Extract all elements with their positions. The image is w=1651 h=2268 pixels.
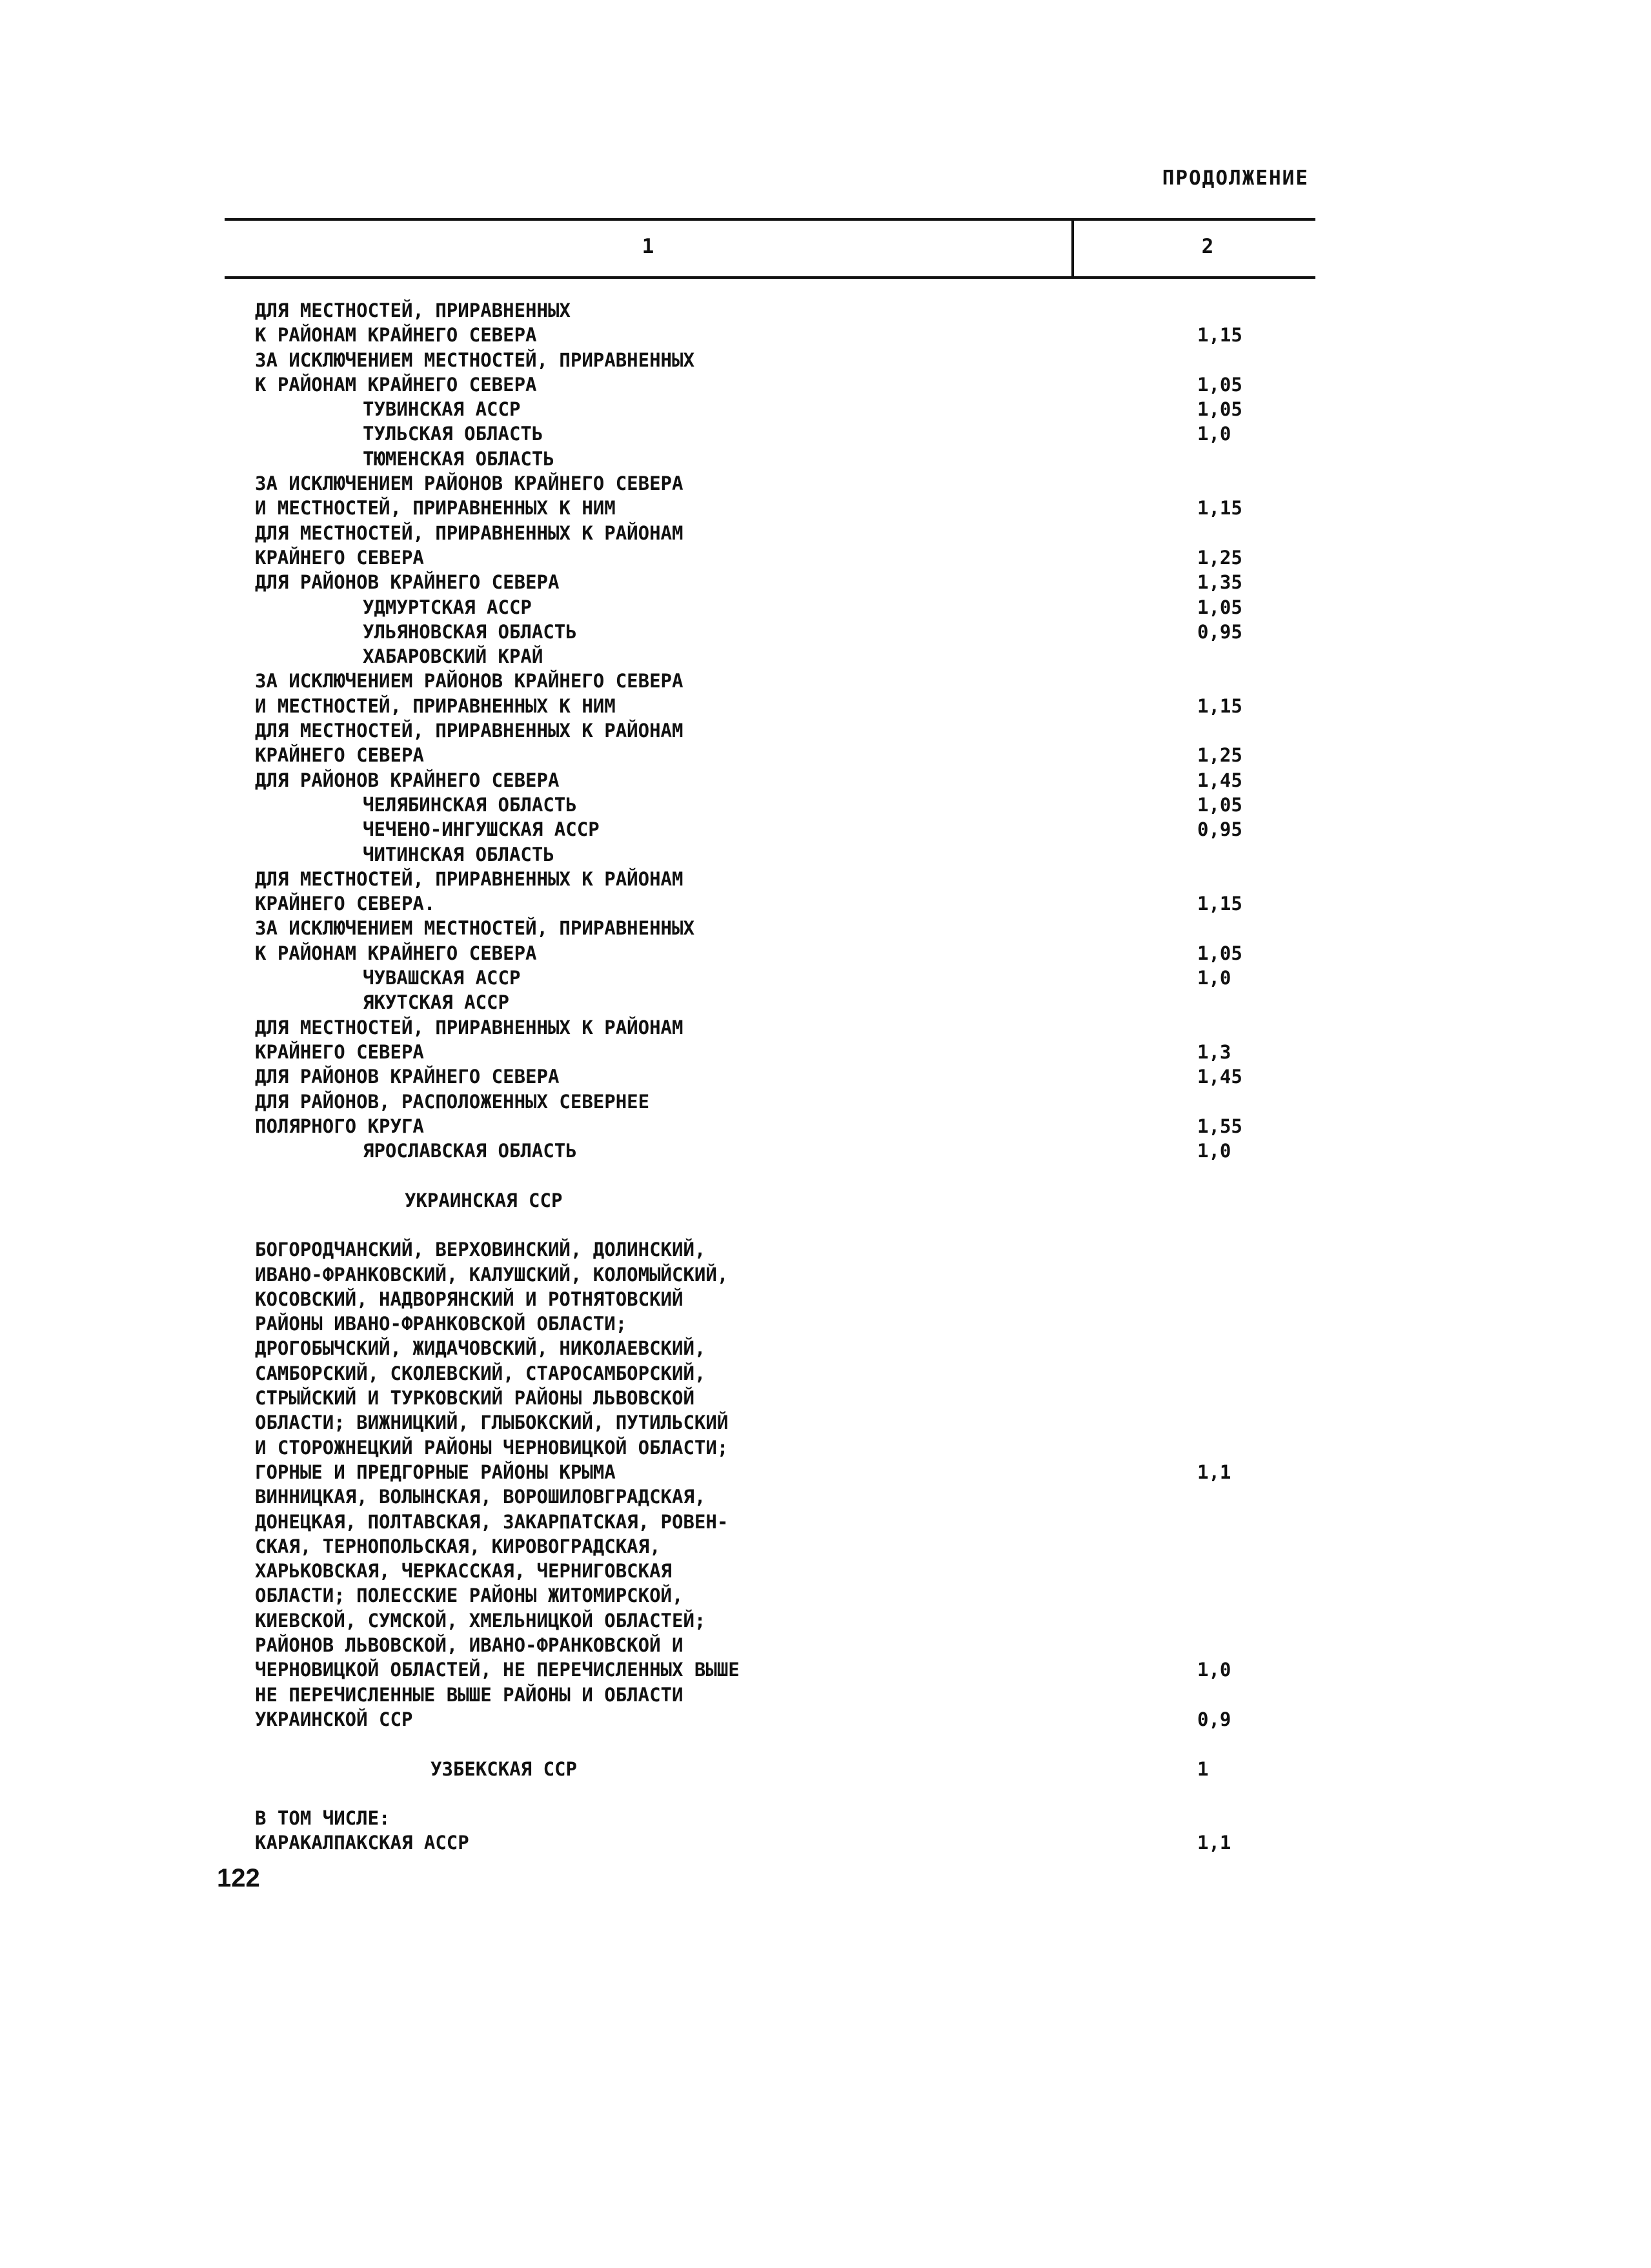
table-row xyxy=(255,1410,1313,1435)
row-spacer xyxy=(255,1213,1313,1237)
table-row xyxy=(255,372,1313,397)
table-row xyxy=(255,1806,1313,1830)
table-row xyxy=(255,842,1313,867)
table-row xyxy=(255,1114,1313,1139)
row-label: ХАРЬКОВСКАЯ, ЧЕРКАССКАЯ, ЧЕРНИГОВСКАЯ xyxy=(255,1560,673,1583)
row-label: НЕ ПЕРЕЧИСЛЕННЫЕ ВЫШЕ РАЙОНЫ И ОБЛАСТИ xyxy=(255,1683,684,1706)
row-value xyxy=(1197,1534,1313,1559)
row-label: ИВАНО-ФРАНКОВСКИЙ, КАЛУШСКИЙ, КОЛОМЫЙСКИЙ, xyxy=(255,1263,729,1286)
table-row xyxy=(255,496,1313,520)
row-label: ТУВИНСКАЯ АССР xyxy=(363,398,521,421)
row-label: КОСОВСКИЙ, НАДВОРЯНСКИЙ И РОТНЯТОВСКИЙ xyxy=(255,1288,684,1310)
row-label: ГОРНЫЕ И ПРЕДГОРНЫЕ РАЙОНЫ КРЫМА xyxy=(255,1461,616,1483)
row-value xyxy=(1197,1608,1313,1633)
table-row xyxy=(255,298,1313,323)
table-row xyxy=(255,421,1313,446)
column-header-2: 2 xyxy=(1201,235,1214,258)
row-value xyxy=(1197,447,1313,471)
row-value xyxy=(1197,916,1313,940)
row-value: 1,0 xyxy=(1197,967,1231,989)
row-value: 1,35 xyxy=(1197,571,1242,594)
row-value: 1,1 xyxy=(1197,1461,1231,1483)
table-row xyxy=(255,1237,1313,1262)
row-value xyxy=(1197,990,1313,1015)
row-value xyxy=(1197,298,1313,323)
row-value xyxy=(1197,1806,1313,1830)
row-value xyxy=(1197,1262,1313,1287)
table-header-rule xyxy=(225,276,1315,279)
table-row xyxy=(255,743,1313,767)
table-row xyxy=(255,793,1313,817)
row-label: ЯРОСЛАВСКАЯ ОБЛАСТЬ xyxy=(363,1140,577,1162)
table-row xyxy=(255,1633,1313,1657)
row-label: СКАЯ, ТЕРНОПОЛЬСКАЯ, КИРОВОГРАДСКАЯ, xyxy=(255,1535,661,1557)
row-value: 0,9 xyxy=(1197,1708,1231,1730)
row-label: И СТОРОЖНЕЦКИЙ РАЙОНЫ ЧЕРНОВИЦКОЙ ОБЛАСТИ; xyxy=(255,1436,729,1459)
row-label: ДЛЯ РАЙОНОВ, РАСПОЛОЖЕННЫХ СЕВЕРНЕЕ xyxy=(255,1090,650,1113)
row-value xyxy=(1197,1361,1313,1386)
table-row xyxy=(255,916,1313,940)
row-label: ДЛЯ МЕСТНОСТЕЙ, ПРИРАВНЕННЫХ К РАЙОНАМ xyxy=(255,867,684,890)
row-value xyxy=(1197,1311,1313,1336)
row-value xyxy=(1197,867,1313,891)
row-label: РАЙОНЫ ИВАНО-ФРАНКОВСКОЙ ОБЛАСТИ; xyxy=(255,1313,627,1335)
row-spacer xyxy=(255,1163,1313,1188)
row-label: К РАЙОНАМ КРАЙНЕГО СЕВЕРА xyxy=(255,942,537,964)
row-value: 1 xyxy=(1197,1757,1209,1780)
table-body xyxy=(255,298,1313,1856)
row-value xyxy=(1197,1559,1313,1583)
table-row xyxy=(255,447,1313,471)
row-value xyxy=(1197,1336,1313,1361)
row-value xyxy=(1197,1435,1313,1460)
table-row xyxy=(255,323,1313,347)
row-label: ДОНЕЦКАЯ, ПОЛТАВСКАЯ, ЗАКАРПАТСКАЯ, РОВЕН- xyxy=(255,1510,729,1533)
row-label: ЗА ИСКЛЮЧЕНИЕМ МЕСТНОСТЕЙ, ПРИРАВНЕННЫХ xyxy=(255,917,694,940)
row-label: К РАЙОНАМ КРАЙНЕГО СЕВЕРА xyxy=(255,373,537,396)
row-label: ЧЕЧЕНО-ИНГУШСКАЯ АССР xyxy=(363,818,600,841)
row-value: 1,25 xyxy=(1197,744,1242,767)
table-row xyxy=(255,1435,1313,1460)
row-value: 1,15 xyxy=(1197,893,1242,915)
row-value xyxy=(1197,842,1313,867)
row-label: И МЕСТНОСТЕЙ, ПРИРАВНЕННЫХ К НИМ xyxy=(255,497,616,520)
table-row xyxy=(255,768,1313,793)
row-value: 1,15 xyxy=(1197,497,1242,520)
table-row xyxy=(255,990,1313,1015)
row-spacer xyxy=(255,1781,1313,1806)
table-row xyxy=(255,1064,1313,1089)
table-row xyxy=(255,1534,1313,1559)
row-value xyxy=(1197,1237,1313,1262)
row-label: ЧЕРНОВИЦКОЙ ОБЛАСТЕЙ, НЕ ПЕРЕЧИСЛЕННЫХ ВЫШЕ xyxy=(255,1659,740,1681)
row-label: ДЛЯ РАЙОНОВ КРАЙНЕГО СЕВЕРА xyxy=(255,769,560,791)
table-row xyxy=(255,1683,1313,1707)
row-value: 1,05 xyxy=(1197,373,1242,396)
row-label: УЛЬЯНОВСКАЯ ОБЛАСТЬ xyxy=(363,620,577,643)
table-top-rule xyxy=(225,218,1315,221)
table-row xyxy=(255,867,1313,891)
row-value: 1,55 xyxy=(1197,1115,1242,1137)
table-row xyxy=(255,1460,1313,1484)
table-row xyxy=(255,1707,1313,1732)
row-value xyxy=(1197,1015,1313,1040)
row-value: 1,0 xyxy=(1197,1140,1231,1162)
table-row xyxy=(255,545,1313,570)
row-label: ТЮМЕНСКАЯ ОБЛАСТЬ xyxy=(363,447,554,470)
row-label: ДЛЯ МЕСТНОСТЕЙ, ПРИРАВНЕННЫХ xyxy=(255,299,571,321)
row-label: УДМУРТСКАЯ АССР xyxy=(363,596,532,618)
row-label: ДЛЯ МЕСТНОСТЕЙ, ПРИРАВНЕННЫХ К РАЙОНАМ xyxy=(255,720,684,742)
table-row xyxy=(255,1757,1313,1781)
table-row xyxy=(255,1484,1313,1509)
row-label: ЧИТИНСКАЯ ОБЛАСТЬ xyxy=(363,843,554,866)
table-row xyxy=(255,718,1313,743)
row-value: 1,05 xyxy=(1197,596,1242,618)
row-label: УКРАИНСКАЯ ССР xyxy=(405,1189,563,1211)
row-value xyxy=(1197,1484,1313,1509)
row-value xyxy=(1197,1633,1313,1657)
row-label: КРАЙНЕГО СЕВЕРА xyxy=(255,546,424,569)
row-label: УЗБЕКСКАЯ ССР xyxy=(430,1757,577,1780)
row-label: УКРАИНСКОЙ ССР xyxy=(255,1708,413,1730)
table-row xyxy=(255,1139,1313,1163)
table-row xyxy=(255,471,1313,496)
table-row xyxy=(255,1089,1313,1114)
table-row xyxy=(255,1287,1313,1311)
row-label: ДРОГОБЫЧСКИЙ, ЖИДАЧОВСКИЙ, НИКОЛАЕВСКИЙ, xyxy=(255,1337,706,1360)
table-row xyxy=(255,620,1313,644)
row-label: КИЕВСКОЙ, СУМСКОЙ, ХМЕЛЬНИЦКОЙ ОБЛАСТЕЙ; xyxy=(255,1609,706,1632)
table-row xyxy=(255,1262,1313,1287)
row-value: 1,1 xyxy=(1197,1832,1231,1854)
table-row xyxy=(255,595,1313,620)
table-row xyxy=(255,348,1313,372)
table-row xyxy=(255,1040,1313,1064)
row-label: ТУЛЬСКАЯ ОБЛАСТЬ xyxy=(363,423,543,445)
row-value xyxy=(1197,644,1313,669)
row-label: ДЛЯ РАЙОНОВ КРАЙНЕГО СЕВЕРА xyxy=(255,1066,560,1088)
row-label: ЧЕЛЯБИНСКАЯ ОБЛАСТЬ xyxy=(363,793,577,816)
row-label: ДЛЯ МЕСТНОСТЕЙ, ПРИРАВНЕННЫХ К РАЙОНАМ xyxy=(255,521,684,544)
row-label: БОГОРОДЧАНСКИЙ, ВЕРХОВИНСКИЙ, ДОЛИНСКИЙ, xyxy=(255,1239,706,1261)
row-value xyxy=(1197,1188,1313,1213)
row-value: 1,0 xyxy=(1197,1659,1231,1681)
row-value: 1,15 xyxy=(1197,324,1242,347)
row-label: КАРАКАЛПАКСКАЯ АССР xyxy=(255,1832,469,1854)
table-row xyxy=(255,941,1313,966)
row-label: ОБЛАСТИ; ВИЖНИЦКИЙ, ГЛЫБОКСКИЙ, ПУТИЛЬСКИЙ xyxy=(255,1412,729,1434)
row-label: К РАЙОНАМ КРАЙНЕГО СЕВЕРА xyxy=(255,324,537,347)
row-value: 1,05 xyxy=(1197,398,1242,421)
row-label: ЗА ИСКЛЮЧЕНИЕМ РАЙОНОВ КРАЙНЕГО СЕВЕРА xyxy=(255,670,684,693)
row-value: 0,95 xyxy=(1197,620,1242,643)
row-value: 1,3 xyxy=(1197,1040,1231,1063)
table-row xyxy=(255,1583,1313,1608)
row-label: КРАЙНЕГО СЕВЕРА xyxy=(255,744,424,767)
table-row xyxy=(255,669,1313,693)
table-row xyxy=(255,1608,1313,1633)
row-label: ОБЛАСТИ; ПОЛЕССКИЕ РАЙОНЫ ЖИТОМИРСКОЙ, xyxy=(255,1585,684,1607)
table-row xyxy=(255,644,1313,669)
row-value: 1,25 xyxy=(1197,546,1242,569)
row-label: ЗА ИСКЛЮЧЕНИЕМ РАЙОНОВ КРАЙНЕГО СЕВЕРА xyxy=(255,472,684,495)
row-label: ЯКУТСКАЯ АССР xyxy=(363,991,509,1014)
table-row xyxy=(255,694,1313,718)
table-row xyxy=(255,817,1313,842)
table-row xyxy=(255,1361,1313,1386)
table-row xyxy=(255,1336,1313,1361)
table-row xyxy=(255,1386,1313,1410)
row-label: КРАЙНЕГО СЕВЕРА xyxy=(255,1040,424,1063)
table-row xyxy=(255,1510,1313,1534)
page-number: 122 xyxy=(217,1864,260,1892)
row-value: 1,05 xyxy=(1197,942,1242,964)
row-value: 1,45 xyxy=(1197,769,1242,791)
table-row xyxy=(255,1311,1313,1336)
table-row xyxy=(255,521,1313,545)
table-row xyxy=(255,1559,1313,1583)
row-value xyxy=(1197,1386,1313,1410)
table-row xyxy=(255,1015,1313,1040)
continuation-label: ПРОДОЛЖЕНИЕ xyxy=(1162,167,1309,190)
row-value xyxy=(1197,1089,1313,1114)
table-row xyxy=(255,891,1313,916)
row-label: В ТОМ ЧИСЛЕ: xyxy=(255,1807,390,1830)
row-value xyxy=(1197,669,1313,693)
row-label: ХАБАРОВСКИЙ КРАЙ xyxy=(363,645,543,668)
column-header-1: 1 xyxy=(642,235,654,258)
row-label: ЧУВАШСКАЯ АССР xyxy=(363,967,521,989)
row-label: И МЕСТНОСТЕЙ, ПРИРАВНЕННЫХ К НИМ xyxy=(255,694,616,717)
table-row xyxy=(255,966,1313,990)
row-label: ВИННИЦКАЯ, ВОЛЫНСКАЯ, ВОРОШИЛОВГРАДСКАЯ, xyxy=(255,1486,706,1508)
row-label: ДЛЯ МЕСТНОСТЕЙ, ПРИРАВНЕННЫХ К РАЙОНАМ xyxy=(255,1016,684,1038)
row-label: ДЛЯ РАЙОНОВ КРАЙНЕГО СЕВЕРА xyxy=(255,571,560,594)
row-value: 1,0 xyxy=(1197,423,1231,445)
table-row xyxy=(255,570,1313,594)
row-value xyxy=(1197,1583,1313,1608)
row-value xyxy=(1197,348,1313,372)
row-label: КРАЙНЕГО СЕВЕРА. xyxy=(255,893,436,915)
row-label: СТРЫЙСКИЙ И ТУРКОВСКИЙ РАЙОНЫ ЛЬВОВСКОЙ xyxy=(255,1387,694,1410)
row-value xyxy=(1197,1683,1313,1707)
row-label: РАЙОНОВ ЛЬВОВСКОЙ, ИВАНО-ФРАНКОВСКОЙ И xyxy=(255,1634,684,1657)
row-label: ПОЛЯРНОГО КРУГА xyxy=(255,1115,424,1137)
row-label: ЗА ИСКЛЮЧЕНИЕМ МЕСТНОСТЕЙ, ПРИРАВНЕННЫХ xyxy=(255,349,694,371)
row-value xyxy=(1197,718,1313,743)
row-value: 1,15 xyxy=(1197,694,1242,717)
row-value xyxy=(1197,521,1313,545)
table-row xyxy=(255,1657,1313,1682)
row-value: 1,05 xyxy=(1197,793,1242,816)
row-value: 1,45 xyxy=(1197,1066,1242,1088)
row-value xyxy=(1197,471,1313,496)
table-row xyxy=(255,1188,1313,1213)
table-row xyxy=(255,397,1313,421)
row-value xyxy=(1197,1510,1313,1534)
row-value: 0,95 xyxy=(1197,818,1242,841)
row-label: САМБОРСКИЙ, СКОЛЕВСКИЙ, СТАРОСАМБОРСКИЙ, xyxy=(255,1362,706,1384)
row-spacer xyxy=(255,1732,1313,1756)
row-value xyxy=(1197,1287,1313,1311)
table-row xyxy=(255,1830,1313,1855)
row-value xyxy=(1197,1410,1313,1435)
